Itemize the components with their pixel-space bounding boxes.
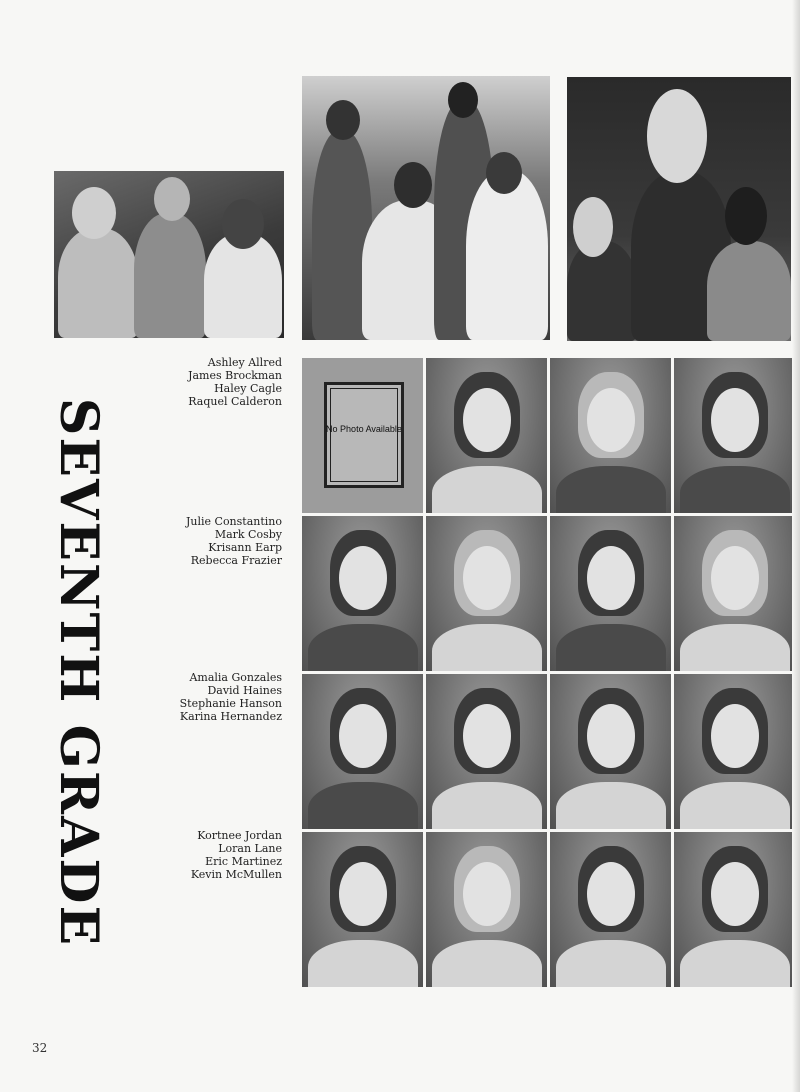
page-binding-shadow — [792, 0, 800, 1092]
student-portrait — [674, 358, 795, 513]
placeholder-frame — [324, 382, 404, 488]
student-name: Julie Constantino — [185, 515, 282, 528]
student-portrait — [550, 358, 671, 513]
page-title-vertical — [44, 372, 114, 972]
student-name: Stephanie Hanson — [179, 697, 282, 710]
names-row-2 — [150, 515, 282, 567]
student-portrait — [302, 674, 423, 829]
names-row-4 — [150, 829, 282, 881]
student-portrait — [550, 516, 671, 671]
page-number: 32 — [32, 1041, 48, 1055]
student-name: Raquel Calderon — [188, 395, 282, 408]
student-portrait — [674, 516, 795, 671]
student-portrait — [426, 832, 547, 987]
candid-photo-three-students — [54, 171, 284, 338]
student-name: Krisann Earp — [208, 541, 282, 554]
student-name: James Brockman — [188, 369, 282, 382]
student-name: Haley Cagle — [214, 382, 282, 395]
student-portrait — [302, 516, 423, 671]
student-name: Karina Hernandez — [179, 710, 282, 723]
student-portrait — [674, 674, 795, 829]
student-name: Kevin McMullen — [190, 868, 282, 881]
student-portrait — [674, 832, 795, 987]
names-row-3 — [150, 671, 282, 723]
student-name: Rebecca Frazier — [190, 554, 282, 567]
student-portrait — [426, 516, 547, 671]
student-portrait — [426, 358, 547, 513]
student-name: Eric Martinez — [205, 855, 282, 868]
no-photo-placeholder — [302, 358, 423, 513]
student-name: Kortnee Jordan — [197, 829, 282, 842]
names-row-1 — [150, 356, 282, 408]
page-title: SEVENTH GRADE — [48, 397, 110, 947]
student-name: David Haines — [207, 684, 282, 697]
student-name: Loran Lane — [218, 842, 282, 855]
student-portrait — [550, 832, 671, 987]
student-portrait — [426, 674, 547, 829]
candid-photo-three-girls — [567, 77, 791, 341]
student-name: Amalia Gonzales — [189, 671, 282, 684]
candid-photo-classroom — [302, 76, 550, 340]
student-portrait — [302, 832, 423, 987]
no-photo-label: No Photo Available — [326, 424, 402, 434]
student-portrait — [550, 674, 671, 829]
student-name: Ashley Allred — [207, 356, 282, 369]
student-name: Mark Cosby — [214, 528, 282, 541]
